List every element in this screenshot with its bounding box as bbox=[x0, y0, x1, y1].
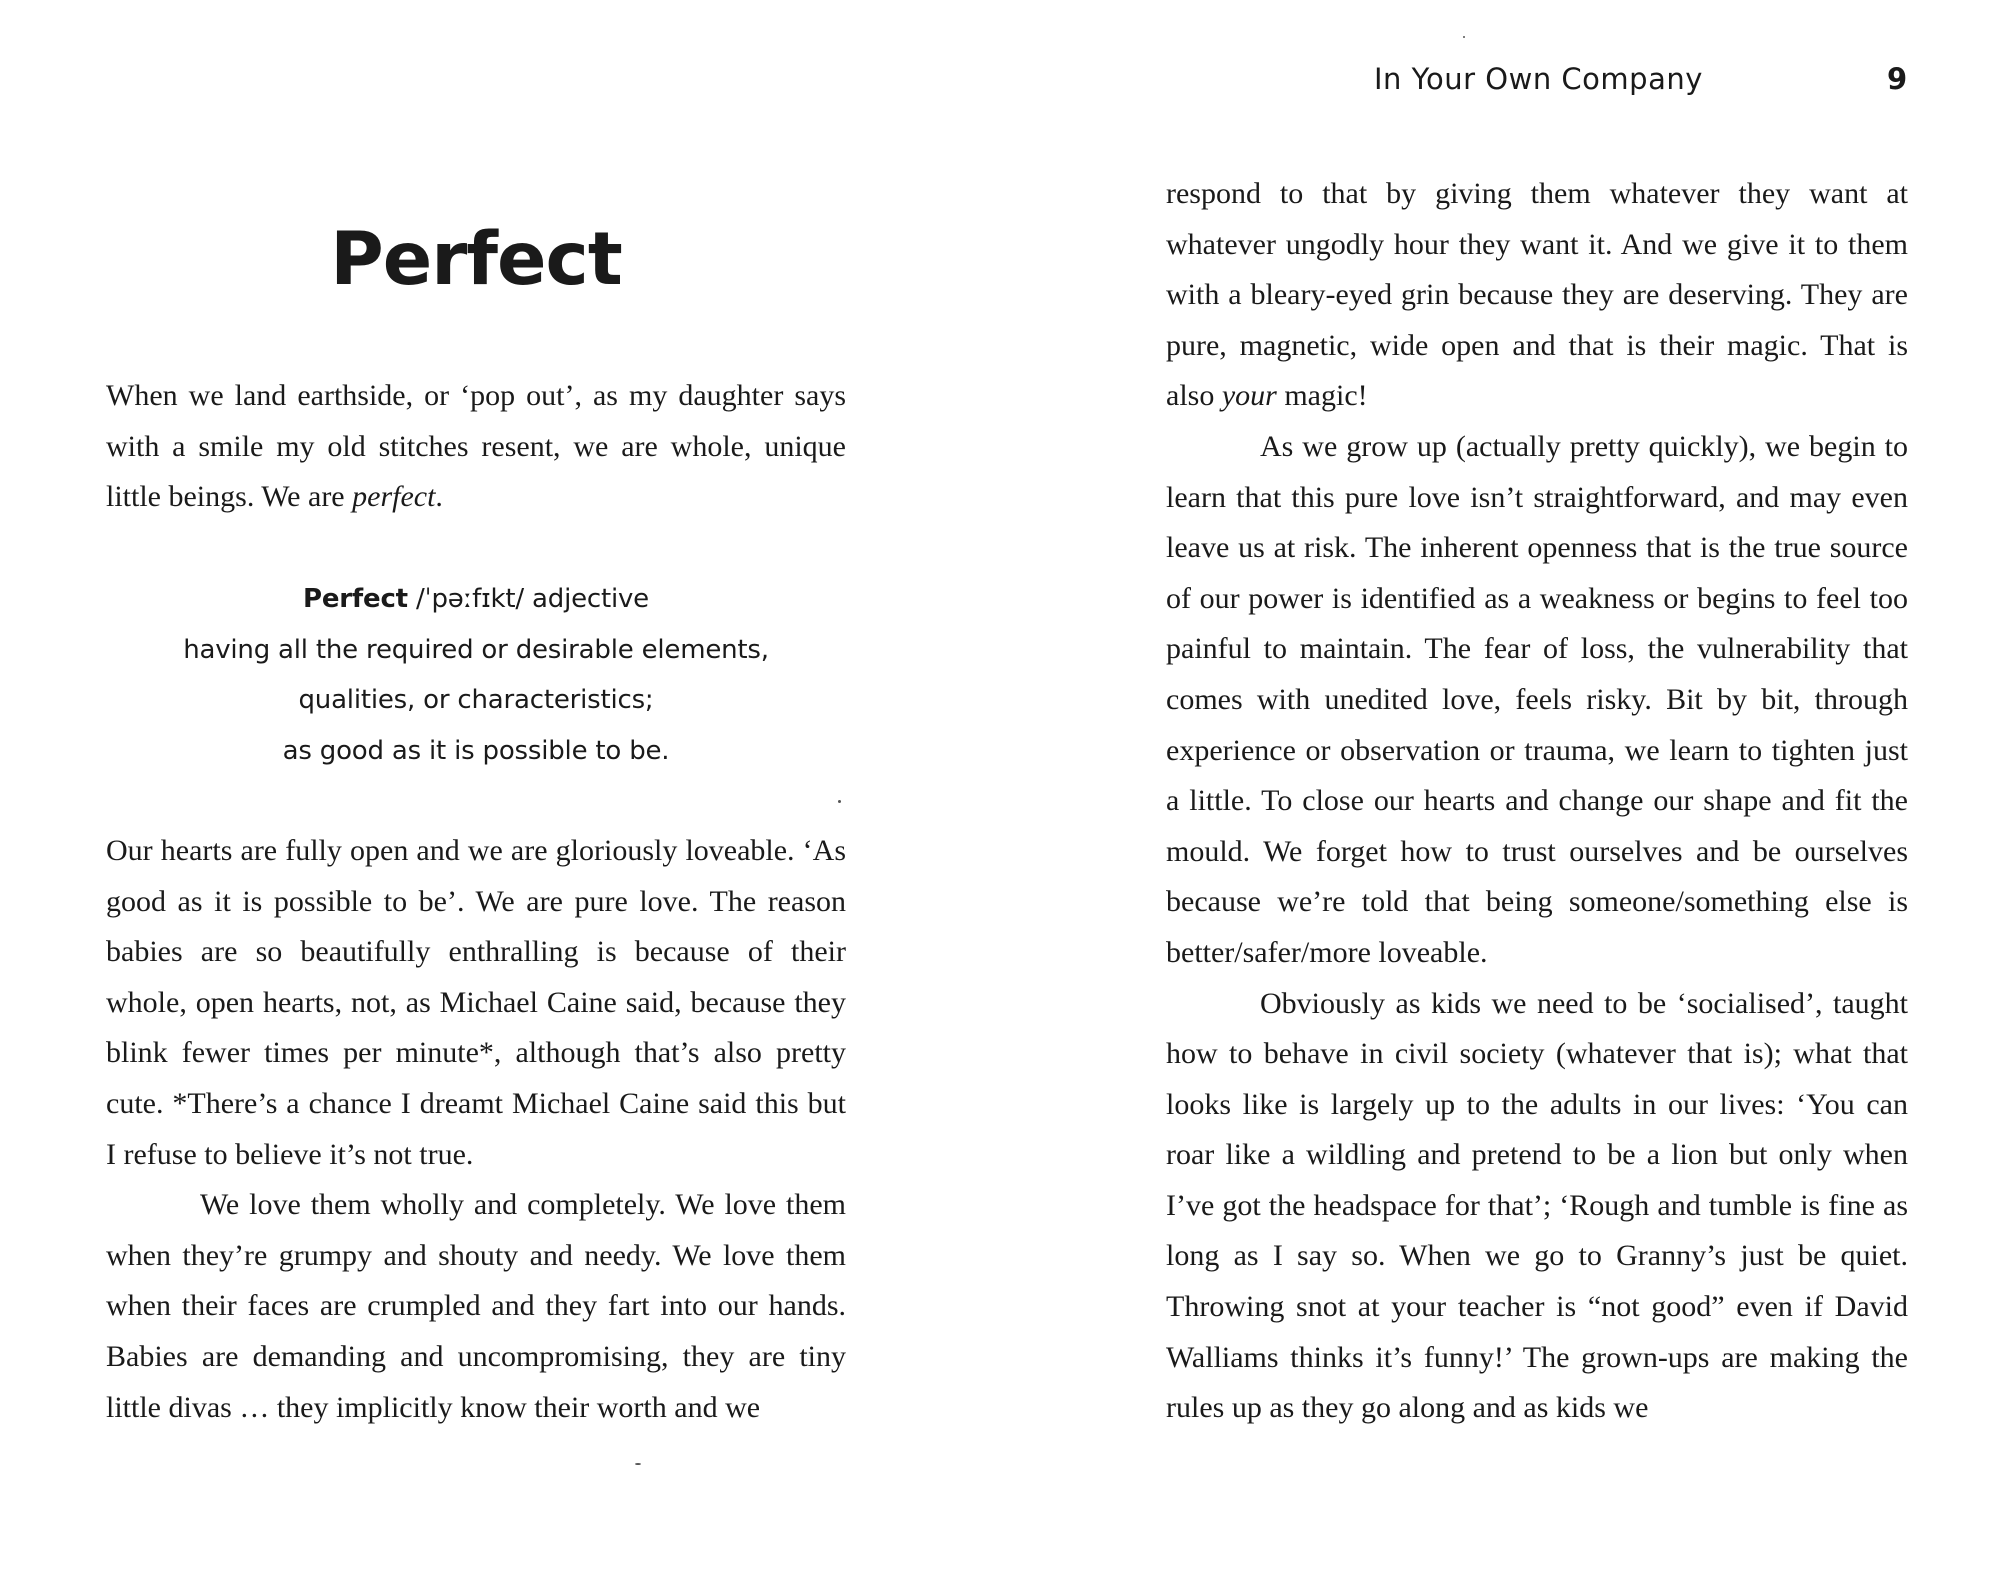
intro-paragraph bbox=[106, 371, 846, 523]
running-header-title: In Your Own Company bbox=[1374, 62, 1703, 96]
continuation-text: respond to that by giving them whatever they want at whatever ungodly hour they want it. And we give it to them with a bleary-eyed grin because they are deserving. They are pure, magnetic, wide open and that is their magic. That is also bbox=[1166, 177, 1908, 413]
left-body-text bbox=[106, 826, 846, 1433]
left-paragraph-1: Our hearts are fully open and we are gloriously loveable. ‘As good as it is possible to be’. We are pure love. The reason babies are so beautifully enthralling is because of their whole, open hearts, not, as Michael Caine said, because they blink fewer times per minute*, although that’s also pretty cute. *There’s a chance I dreamt Michael Caine said this but I refuse to believe it’s not true. bbox=[106, 834, 846, 1171]
continuation-emphasis: your bbox=[1221, 379, 1277, 413]
definition-line-1: having all the required or desirable elements, bbox=[183, 634, 769, 665]
right-paragraph-1: As we grow up (actually pretty quickly), we begin to learn that this pure love isn’t straightforward, and may even leave us at risk. The inherent openness that is the true source of our power is identified as a weakness or begins to feel too painful to maintain. The fear of loss, the vulnerability that comes with unedited love, feels risky. Bit by bit, through experience or observation or trauma, we learn to tighten just a little. To close our hearts and change our shape and fit the mould. We forget how to trust ourselves and be ourselves because we’re told that being someone/something else is better/safer/more loveable. bbox=[1166, 429, 1908, 969]
definition-headword: Perfect bbox=[303, 584, 408, 614]
intro-text: When we land earthside, or ‘pop out’, as my daughter says with a smile my old stitches resent, we are whole, unique little beings. We are bbox=[106, 379, 846, 514]
intro-emphasis: perfect bbox=[352, 480, 436, 514]
scan-speck bbox=[838, 800, 841, 803]
right-paragraph-2: Obviously as kids we need to be ‘socialised’, taught how to behave in civil society (whatever that is); what that looks like is largely up to the adults in our lives: ‘You can roar like a wildling and pretend to be a lion but only when I’ve got the headspace for that’; ‘Rough and tumble is fine as long as I say so. When we go to Granny’s just be quiet. Throwing snot at your teacher is “not good” even if David Walliams thinks it’s funny!’ The grown-ups are making the rules up as they go along and as kids we bbox=[1166, 986, 1908, 1425]
continuation-end: magic! bbox=[1276, 379, 1368, 413]
definition-pronunciation: /ˈpəːfɪkt/ adjective bbox=[407, 584, 649, 614]
page-number: 9 bbox=[1887, 62, 1908, 96]
chapter-title: Perfect bbox=[330, 216, 622, 302]
definition-line-2: qualities, or characteristics; bbox=[298, 685, 654, 716]
right-body-text bbox=[1166, 169, 1908, 1434]
intro-end: . bbox=[435, 480, 443, 514]
scan-speck bbox=[635, 1463, 641, 1465]
left-paragraph-2: We love them wholly and completely. We love them when they’re grumpy and shouty and needy. We love them when their faces are crumpled and they fart into our hands. Babies are demanding and uncompromising, they are tiny little divas … they implicitly know their worth and we bbox=[106, 1188, 846, 1424]
definition-block bbox=[106, 574, 846, 776]
definition-heading bbox=[106, 574, 846, 625]
scan-speck bbox=[1463, 36, 1465, 38]
definition-line-3: as good as it is possible to be. bbox=[282, 735, 670, 766]
right-continuation bbox=[1166, 169, 1908, 422]
